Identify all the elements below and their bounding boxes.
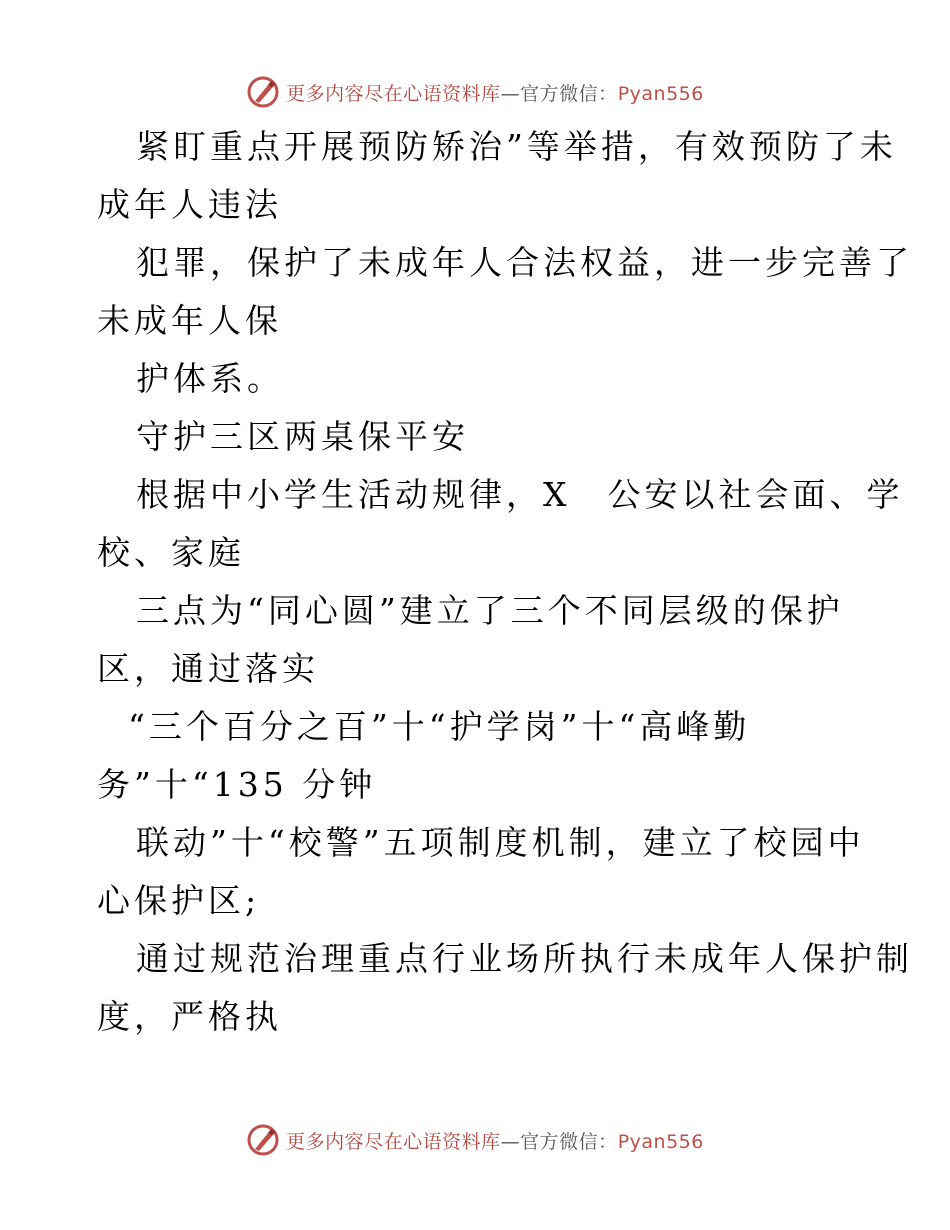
text-line: 犯罪，保护了未成年人合法权益，进一步完善了 xyxy=(136,243,913,282)
pen-logo-icon xyxy=(246,1123,280,1157)
pen-logo-icon xyxy=(246,75,280,109)
text-line: 紧盯重点开展预防矫治”等举措，有效预防了未 xyxy=(136,127,897,166)
text-line: 校、家庭 xyxy=(97,533,245,572)
text-line: 度，严格执 xyxy=(97,997,282,1036)
text-line: 护体系。 xyxy=(136,359,284,398)
text-line: “三个百分之百”十“护学岗”十“高峰勤 xyxy=(128,707,751,746)
text-line: 未成年人保 xyxy=(97,301,282,340)
text-line: 心保护区; xyxy=(97,881,261,920)
text-line: 联动”十“校警”五项制度机制，建立了校园中 xyxy=(136,823,865,862)
text-line: 成年人违法 xyxy=(97,185,282,224)
text-line: 务”十“135 分钟 xyxy=(97,765,377,804)
header-text: 更多内容尽在心语资料库—官方微信：Pyan556 xyxy=(286,82,704,105)
section-heading: 守护三区两桌保平安 xyxy=(136,417,469,456)
text-line: 通过规范治理重点行业场所执行未成年人保护制 xyxy=(136,939,913,978)
text-line: 区，通过落实 xyxy=(97,649,319,688)
text-line: 三点为“同心圆”建立了三个不同层级的保护 xyxy=(136,591,844,630)
text-line: 根据中小学生活动规律，X 公安以社会面、学 xyxy=(136,475,904,514)
header-banner xyxy=(0,72,950,112)
footer-banner xyxy=(0,1120,950,1160)
footer-text: 更多内容尽在心语资料库—官方微信：Pyan556 xyxy=(286,1130,704,1153)
